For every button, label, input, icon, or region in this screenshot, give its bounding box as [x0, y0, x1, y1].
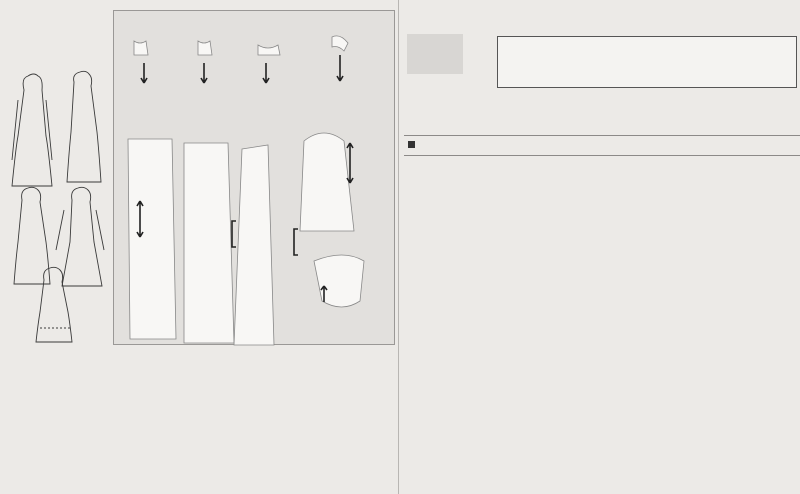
fabric-required-label	[408, 140, 419, 151]
new-sizing-badge	[407, 34, 463, 74]
piece-label-h	[326, 71, 366, 91]
piece-label-a	[192, 265, 228, 285]
left-panel	[0, 0, 398, 494]
piece-label-e	[314, 197, 364, 217]
piece-label-g	[244, 269, 284, 299]
piece-b-back	[128, 139, 176, 339]
fabric-notice	[497, 36, 797, 88]
panel-divider	[398, 0, 399, 494]
sketch-1-outline	[12, 74, 52, 186]
pattern-layout	[113, 10, 395, 345]
piece-g-front	[234, 145, 274, 345]
piece-label-f	[338, 267, 390, 287]
piece-a-front	[184, 143, 234, 343]
piece-label-c	[184, 71, 232, 91]
piece-label-b	[134, 265, 170, 295]
sketch-4-outline	[36, 267, 72, 342]
rule	[404, 155, 800, 156]
sketch-2-outline	[67, 71, 101, 182]
sketch-3-outline	[62, 187, 102, 286]
rule	[404, 135, 800, 136]
right-panel	[400, 0, 800, 494]
piece-label-d	[128, 71, 168, 91]
view-sketches	[2, 60, 114, 345]
sketch-2b-outline	[14, 187, 50, 284]
piece-label-k	[250, 71, 290, 91]
